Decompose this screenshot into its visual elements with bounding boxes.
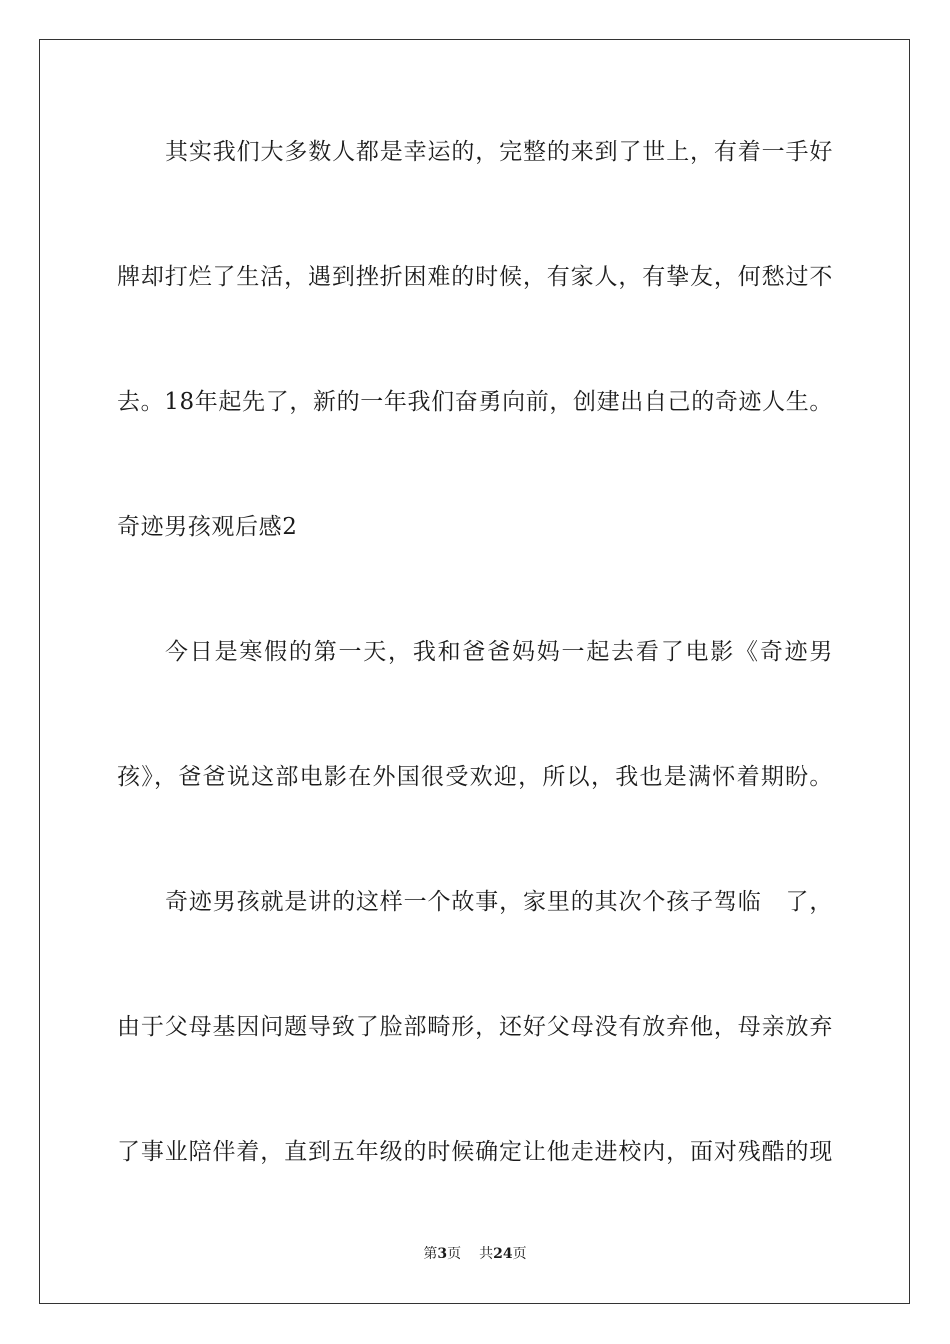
page-total: 24 bbox=[493, 1246, 513, 1262]
paragraph-2-line-1: 今日是寒假的第一天，我和爸爸妈妈一起去看了电影《奇迹男 bbox=[165, 639, 833, 665]
paragraph-1-line-3: 去。18年起先了，新的一年我们奋勇向前，创建出自己的奇迹人生。 bbox=[117, 389, 833, 415]
paragraph-3-line-2: 由于父母基因问题导致了脸部畸形，还好父母没有放弃他，母亲放弃 bbox=[117, 1014, 833, 1040]
page-suffix: 页 bbox=[447, 1246, 462, 1262]
page-prefix: 第 bbox=[423, 1246, 438, 1262]
total-prefix: 共 bbox=[479, 1246, 494, 1262]
paragraph-1-line-2: 牌却打烂了生活，遇到挫折困难的时候，有家人，有挚友，何愁过不 bbox=[117, 264, 833, 290]
section-heading: 奇迹男孩观后感2 bbox=[117, 514, 298, 540]
page-border bbox=[39, 39, 910, 1304]
paragraph-1-line-1: 其实我们大多数人都是幸运的，完整的来到了世上，有着一手好 bbox=[165, 139, 833, 165]
paragraph-3-line-3: 了事业陪伴着，直到五年级的时候确定让他走进校内，面对残酷的现 bbox=[117, 1139, 833, 1165]
paragraph-2-line-2: 孩》，爸爸说这部电影在外国很受欢迎，所以，我也是满怀着期盼。 bbox=[117, 764, 833, 790]
page-current: 3 bbox=[437, 1246, 448, 1262]
paragraph-3-line-1: 奇迹男孩就是讲的这样一个故事，家里的其次个孩子驾临 了， bbox=[165, 889, 833, 915]
total-suffix: 页 bbox=[512, 1246, 527, 1262]
page-footer bbox=[0, 1245, 950, 1263]
